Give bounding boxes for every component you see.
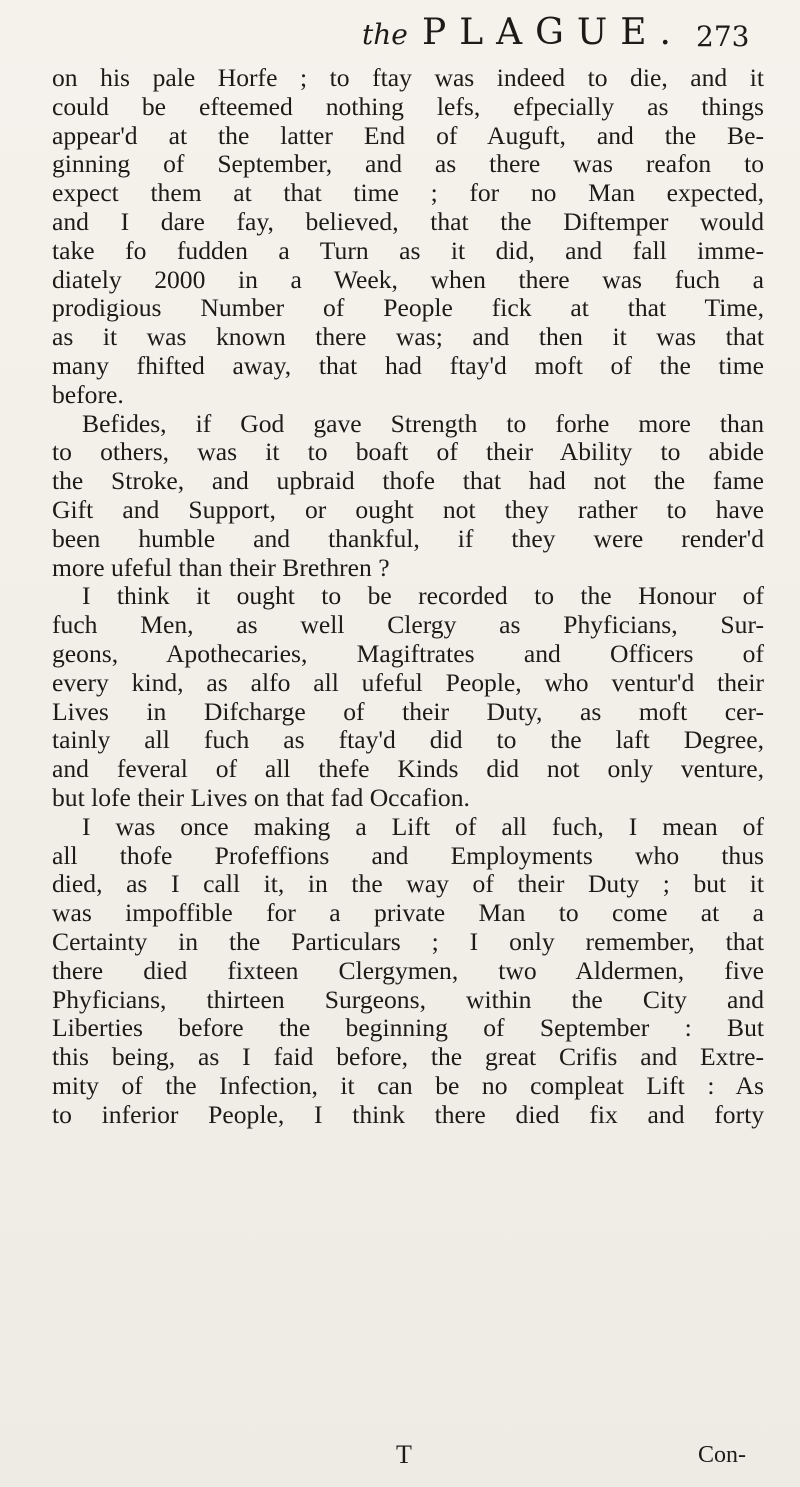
text-line: mity of the Infection, it can be no compleat Lift : As bbox=[52, 1071, 764, 1100]
text-line: many fhifted away, that had ftay'd moft of the time bbox=[52, 351, 764, 380]
signature-mark: T bbox=[396, 1440, 412, 1469]
text-line: diately 2000 in a Week, when there was fuch a bbox=[52, 265, 764, 294]
text-line: I was once making a Lift of all fuch, I mean of bbox=[82, 812, 764, 841]
text-line: but lofe their Lives on that fad Occafion. bbox=[52, 783, 470, 812]
paragraph-1 bbox=[52, 64, 764, 410]
text-line: Gift and Support, or ought not they rather to have bbox=[52, 495, 764, 524]
text-line: prodigious Number of People fick at that Time, bbox=[52, 294, 764, 323]
text-line: on his pale Horfe ; to ftay was indeed to die, and it bbox=[52, 64, 764, 92]
header-article: the bbox=[362, 18, 408, 51]
text-line: take fo fudden a Turn as it did, and fall imme- bbox=[52, 236, 764, 265]
text-line: more ufeful than their Brethren ? bbox=[52, 553, 390, 582]
text-line: Liberties before the beginning of September : But bbox=[52, 1014, 764, 1043]
text-line: could be efteemed nothing lefs, efpecially as things bbox=[52, 92, 764, 121]
text-line: as it was known there was; and then it was that bbox=[52, 323, 764, 352]
text-line: Phyficians, thirteen Surgeons, within the City and bbox=[52, 985, 764, 1014]
text-line: every kind, as alfo all ufeful People, who ventur'd their bbox=[52, 668, 764, 697]
running-title: PLAGUE. bbox=[422, 12, 684, 53]
text-line: to inferior People, I think there died fix and forty bbox=[52, 1100, 764, 1129]
page-footer bbox=[0, 1440, 800, 1480]
text-line: all thofe Profeffions and Employments who thus bbox=[52, 841, 764, 870]
text-line: geons, Apothecaries, Magiftrates and Officers of bbox=[52, 639, 764, 668]
text-line: Befides, if God gave Strength to forhe more than bbox=[82, 409, 764, 438]
text-line: died, as I call it, in the way of their Duty ; but it bbox=[52, 870, 764, 899]
paragraph-2 bbox=[52, 410, 764, 583]
text-line: ginning of September, and as there was reafon to bbox=[52, 150, 764, 179]
text-line: was impoffible for a private Man to come at a bbox=[52, 899, 764, 928]
text-line: been humble and thankful, if they were render'd bbox=[52, 524, 764, 553]
paragraph-3 bbox=[52, 582, 764, 812]
text-line: and I dare fay, believed, that the Diftemper would bbox=[52, 207, 764, 236]
text-line: Certainty in the Particulars ; I only remember, that bbox=[52, 927, 764, 956]
body-text bbox=[52, 64, 764, 1129]
text-line: Lives in Difcharge of their Duty, as moft cer- bbox=[52, 697, 764, 726]
catchword: Con- bbox=[698, 1442, 746, 1468]
text-line: appear'd at the latter End of Auguft, and the Be- bbox=[52, 121, 764, 150]
text-line: tainly all fuch as ftay'd did to the laft Degree, bbox=[52, 726, 764, 755]
text-line: fuch Men, as well Clergy as Phyficians, Sur- bbox=[52, 611, 764, 640]
text-line: there died fixteen Clergymen, two Aldermen, five bbox=[52, 956, 764, 985]
text-line: to others, was it to boaft of their Ability to abide bbox=[52, 438, 764, 467]
paragraph-4 bbox=[52, 813, 764, 1130]
text-line: before. bbox=[52, 380, 124, 409]
text-line: this being, as I faid before, the great Crifis and Extre- bbox=[52, 1043, 764, 1072]
text-line: I think it ought to be recorded to the Honour of bbox=[82, 582, 764, 611]
text-line: and feveral of all thefe Kinds did not only venture, bbox=[52, 755, 764, 784]
text-line: the Stroke, and upbraid thofe that had not the fame bbox=[52, 467, 764, 496]
text-line: expect them at that time ; for no Man expected, bbox=[52, 179, 764, 208]
page-number: 273 bbox=[696, 20, 750, 53]
running-header bbox=[90, 6, 790, 56]
